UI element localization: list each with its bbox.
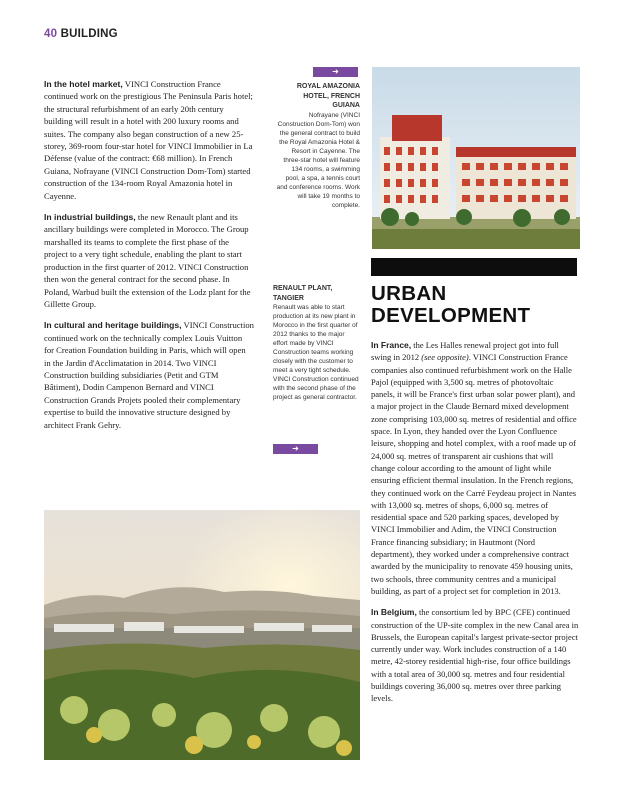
arrow-icon: ➜	[332, 67, 339, 76]
paragraph-hotel-market	[44, 78, 254, 202]
body-industrial: the new Renault plant and its ancillary buildings were completed in Morocco. The Group marshalled its teams to complete the first phase of the project to a very tight schedule, enabling the plant to start production in the first quarter of 2012. VINCI Construction then won the general contract for the second phase. In Poland, Warbud built the extension of the Lodz plant for the Gillette Group.	[44, 212, 251, 309]
body-cultural: VINCI Construction continued work on the technically complex Louis Vuitton for Creation Foundation building in Paris, which will open in the Jardin d'Acclimatation in 2014. Two VINCI Construction building subsidiaries (Petit and GTM Bâtiment), Dodin Campenon Bernard and VINCI Construction Grands Projets pooled their complementary expertise to build the innovative structure designed by architect Frank Gehry.	[44, 320, 254, 430]
paragraph-cultural	[44, 319, 254, 431]
paragraph-industrial	[44, 211, 254, 310]
caption-hotel-body: Nofrayane (VINCI Construction Dom-Tom) won the general contract to build the Royal Amazonia Hotel & Resort in Cayenne. The three-star hotel will feature 134 rooms, a swimming pool, a spa, a tennis court and conference rooms. Work will take 19 months to complete.	[276, 111, 360, 209]
plant-image	[44, 510, 360, 760]
urban-title-line2: DEVELOPMENT	[371, 304, 531, 327]
arrow-tag-renault	[273, 444, 318, 454]
caption-renault-title: RENAULT PLANT, TANGIER	[273, 285, 333, 302]
section-title: BUILDING	[60, 28, 118, 40]
body-france-b: . VINCI Construction France companies also continued refurbishment work on the Halle Pajol (equipped with 3,500 sq. metres of photovoltaic panels, it will be France's first urban solar power plant), and a major project in the Claude Bernard mixed development zone comprising 103,000 sq. metres of residential and office space. In Lyon, they handed over the Lyon Confluence leisure, shopping and hotel complex, with a roof made up of 24,000 sq. metres of transparent air cushions that will change colour according to the amount of light while ensuring efficient thermal insulation. In the French regions, they continued work on the Carré Feydeau project in Nantes with 13,000 sq. metres of shops, 6,000 sq. metres of residential space and 520 parking spaces, developed by VINCI Immobilier and Adim, the VINCI Construction France financing subsidiary; in Hautmont (Nord department), they worked under a comprehensive contract awarded by the municipality to renovate 459 housing units, two schools, three community centres and a municipal building, as part of a project set for completion in 2013.	[371, 352, 577, 596]
caption-hotel	[276, 82, 360, 210]
lead-belgium: In Belgium,	[371, 607, 417, 618]
paragraph-france	[371, 339, 579, 597]
hotel-image	[372, 67, 580, 249]
page-number: 40	[44, 28, 58, 40]
lead-cultural: In cultural and heritage buildings,	[44, 320, 182, 331]
lead-industrial: In industrial buildings,	[44, 212, 136, 223]
body-france-a: the Les Halles renewal project got into full swing in 2012	[371, 340, 559, 363]
caption-renault-body: Renault was able to start production at its new plant in Morocco in the first quarter of 2012 thanks to the major effort made by VINCI Construction teams working closely with the customer to meet a very tight schedule. VINCI Construction continued with the second phase of the project as general contractor.	[273, 304, 359, 401]
urban-title-line1: URBAN	[371, 282, 447, 305]
lead-france: In France,	[371, 340, 412, 350]
page-header	[44, 28, 118, 40]
arrow-icon: ➜	[292, 444, 299, 453]
paragraph-belgium	[371, 606, 579, 704]
urban-development-title	[371, 283, 530, 327]
caption-renault	[273, 284, 359, 402]
section-black-bar	[371, 258, 577, 276]
lead-hotel-market: In the hotel market,	[44, 79, 123, 89]
body-hotel-market: VINCI Construction France continued work on the prestigious The Peninsula Paris hotel; the structural refurbishment of an early 20th century building will result in a hotel with 200 luxury rooms and suites. The company also began construction of a new 25-storey, 369-room four-star hotel for VINCI Immobilier in La Défense (value of the contract: €68 million). In French Guiana, Nofrayane (VINCI Construction Dom-Tom) started construction of the 134-room Royal Amazonia hotel in Cayenne.	[44, 79, 253, 201]
right-column	[371, 339, 579, 714]
left-column	[44, 78, 254, 440]
body-belgium: the consortium led by BPC (CFE) continued construction of the UP-site complex in the new Canal area in Brussels, the European capital's largest private-sector project currently under way. Work includes construction of a 140 metre, 42-storey residential high-rise, four office buildings with a total area of 30,000 sq. metres and four residential buildings covering 36,000 sq. metres over three parking levels.	[371, 607, 579, 704]
arrow-tag-hotel	[313, 67, 358, 77]
body-france-italic: (see opposite)	[421, 352, 469, 363]
caption-hotel-title: ROYAL AMAZONIA HOTEL, FRENCH GUIANA	[296, 83, 360, 109]
